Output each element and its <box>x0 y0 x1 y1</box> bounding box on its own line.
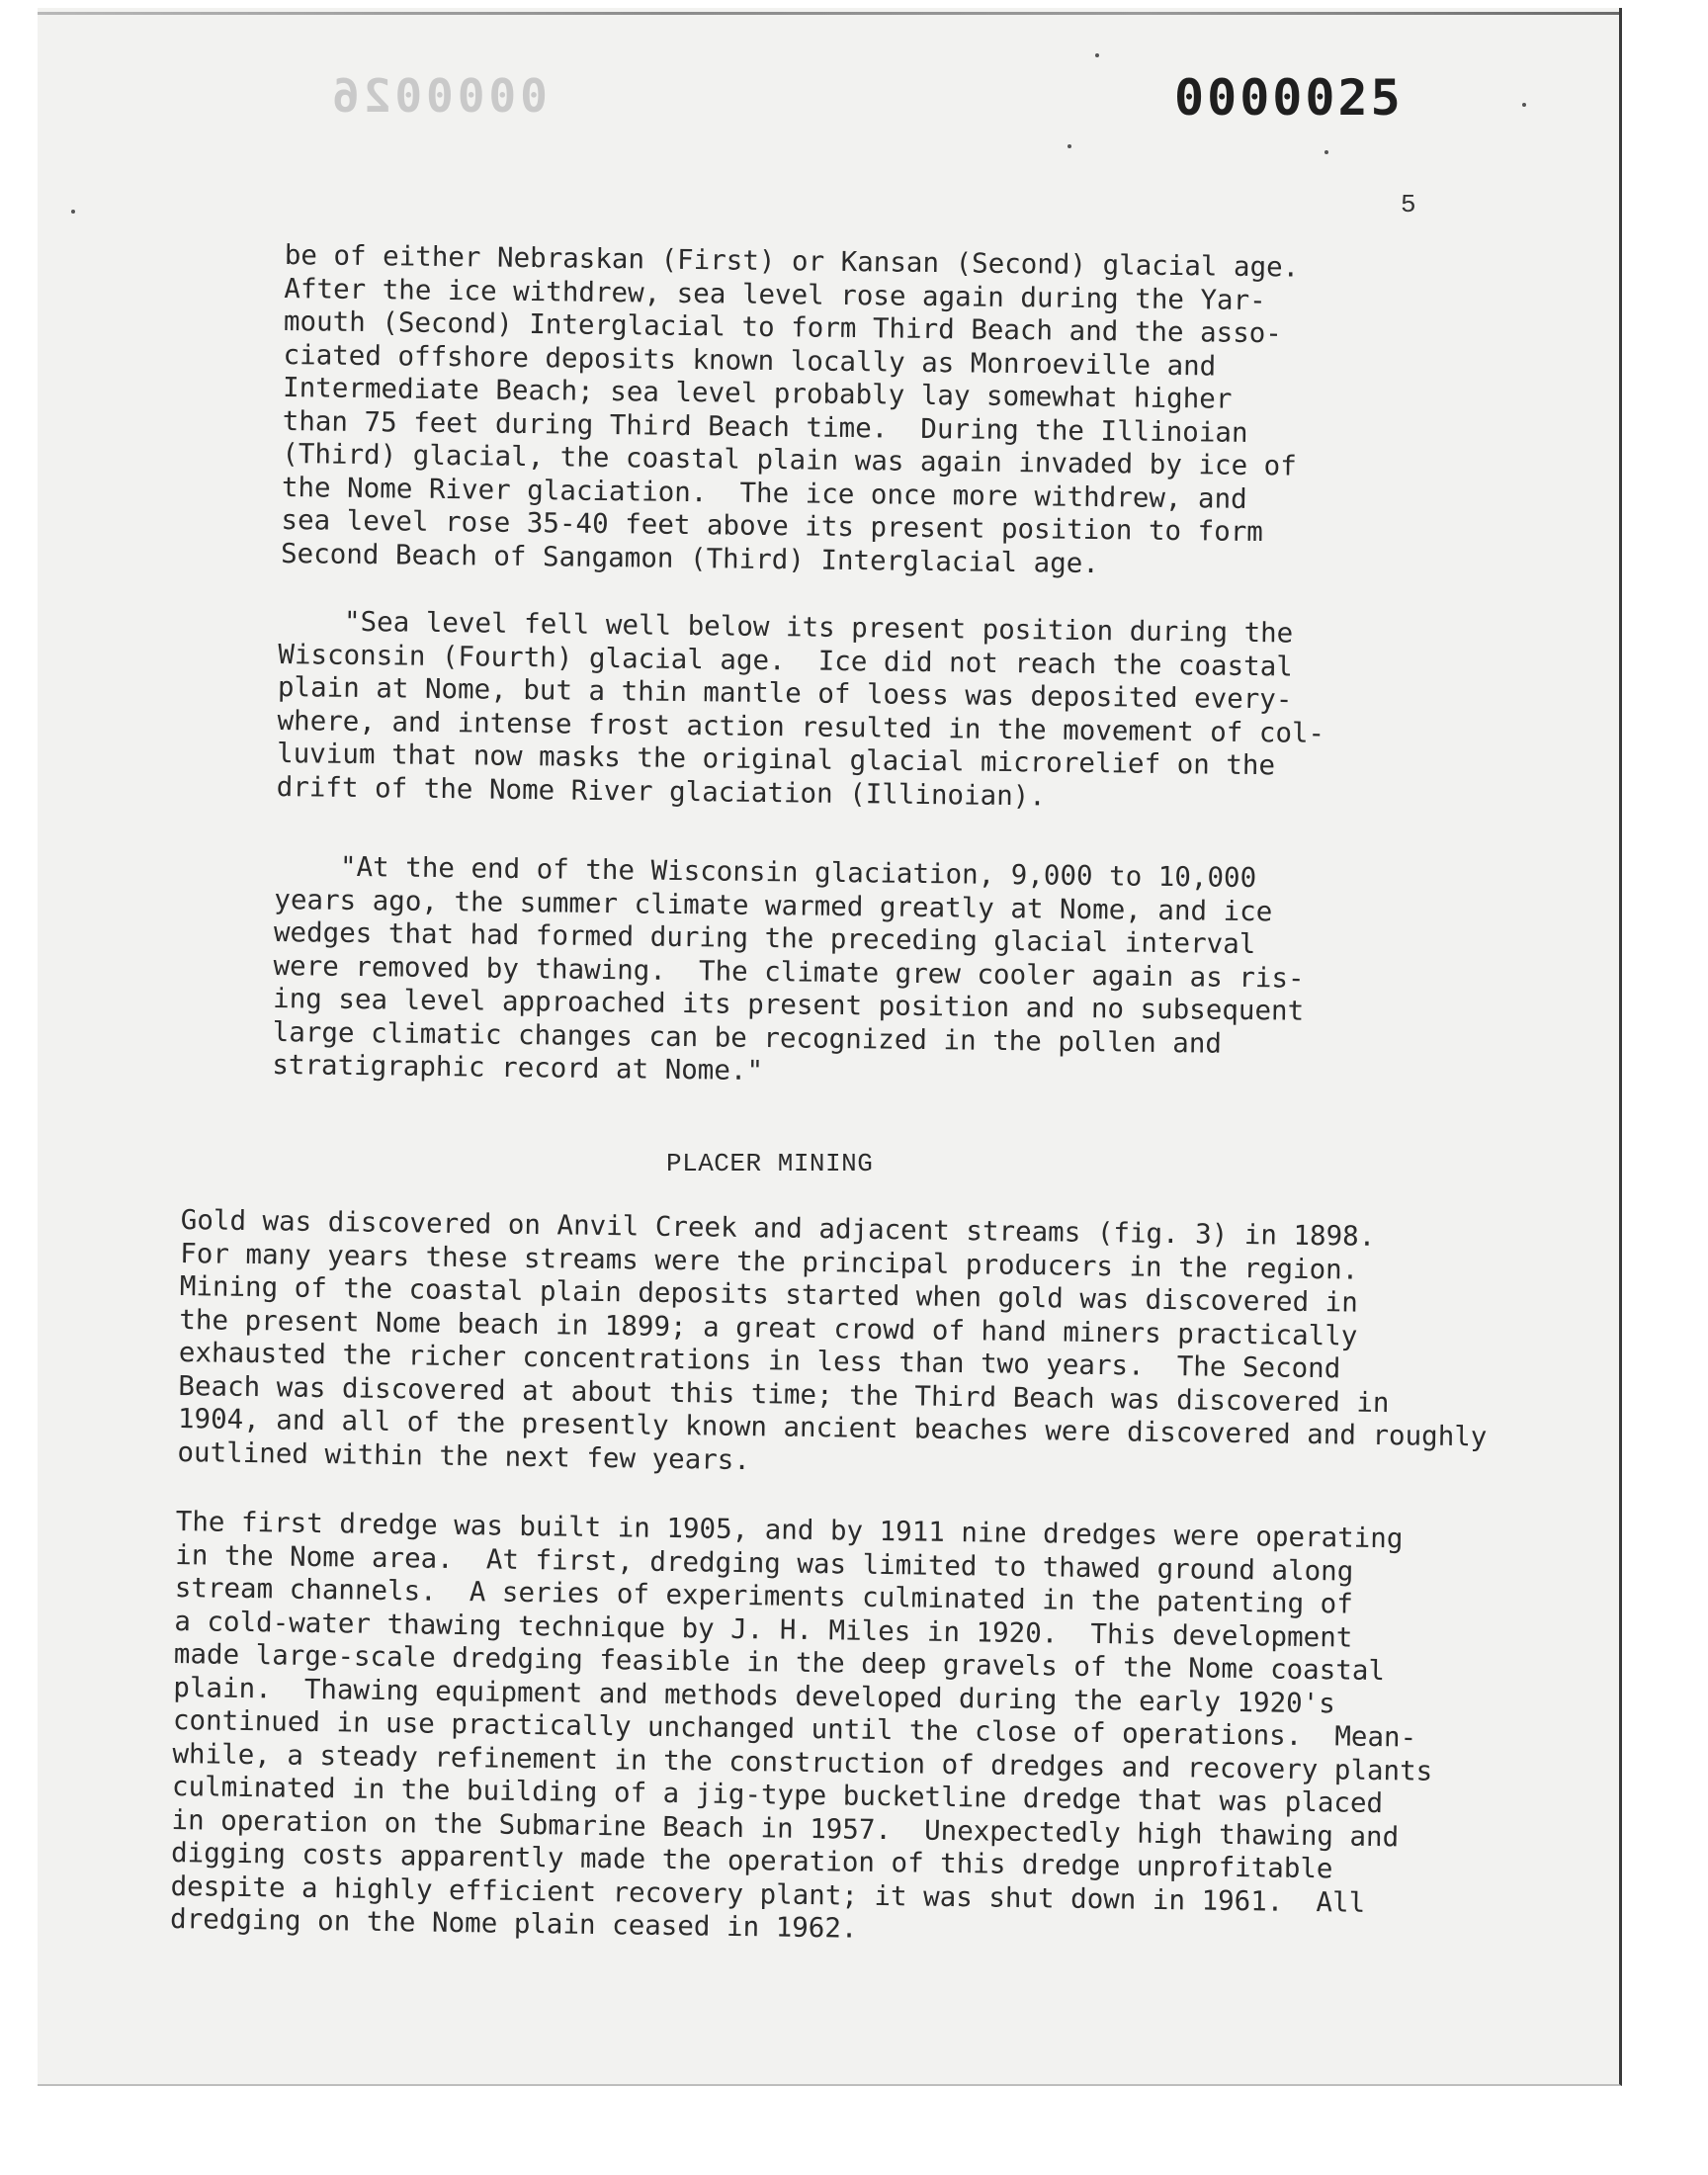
scan-speck <box>71 210 75 214</box>
scan-speck <box>1068 144 1071 148</box>
page-top-edge <box>38 12 1619 15</box>
paragraph-dredging-history: The first dredge was built in 1905, and by 1911 nine dredges were operating in the Nome area. At first, dredging was limited to thawed ground along stream channels. A series of experiments culminated in the patenting of a cold-water thawing technique by J. H. Miles in 1920. This development made large-scale dredging feasible in the deep gravels of the Nome coastal plain. Thawing equipment and methods developed during the early 1920's continued in use practically unchanged until the close of operations. Mean- while, a steady refinement in the construction of dredges and recovery plants culminated in the building of a jig-type bucketline dredge that was placed in operation on the Submarine Beach in 1957. Unexpectedly high thawing and digging costs apparently made the operation of this dredge unprofitable despite a highly efficient recovery plant; it was shut down in 1961. All dredging on the Nome plain ceased in 1962. <box>169 1506 1433 1945</box>
paragraph-gold-discovery: Gold was discovered on Anvil Creek and adjacent streams (fig. 3) in 1898. For many years these streams were the principal producers in the region. Mining of the coastal plain deposits started when gold was discovered in the present Nome beach in 1899; a great crowd of hand miners practically exhausted the richer concentrations in less than two years. The Second Beach was discovered at about this time; the Third Beach was discovered in 1904, and all of the presently known ancient beaches were discovered and roughly outlined within the next few years. <box>177 1204 1488 1476</box>
document-number: 0000025 <box>1174 69 1404 127</box>
section-heading: PLACER MINING <box>666 1149 874 1178</box>
paragraph-wisconsin-quote: "Sea level fell well below its present position during the Wisconsin (Fourth) glacial age. Ice did not reach the coastal plain at Nome, but a thin mantle of loess was deposited every- where, and intense frost action resulted in the movement of col- luvium that now masks the original glacial microrelief on the drift of the Nome River glaciation (Illinoian). <box>276 605 1325 812</box>
scan-speck <box>1095 53 1099 57</box>
scan-speck <box>1522 103 1526 107</box>
paragraph-glacial-history: be of either Nebraskan (First) or Kansan (Second) glacial age. After the ice withdrew, sea level rose again during the Yar- mouth (Second) Interglacial to form Third Beach and the asso- ciated offshore deposits known locally as Monroeville and Intermediate Beach; sea level probably lay somewhat higher than 75 feet during Third Beach time. During the Illinoian (Third) glacial, the coastal plain was again invaded by ice of the Nome River glaciation. The ice once more withdrew, and sea level rose 35-40 feet above its present position to form Second Beach of Sangamon (Third) Interglacial age. <box>280 239 1300 579</box>
bleed-through-number: 0000026 <box>328 69 548 123</box>
scan-speck <box>1324 150 1328 154</box>
paragraph-end-of-glaciation-quote: "At the end of the Wisconsin glaciation, 9,000 to 10,000 years ago, the summer climate warmed greatly at Nome, and ice wedges that had formed during the preceding glacial interval were removed by thawing. The climate grew cooler again as ris- ing sea level approached its present position and no subsequent large climatic changes can be recognized in the pollen and stratigraphic record at Nome." <box>272 850 1305 1088</box>
page-number: 5 <box>1401 190 1416 219</box>
